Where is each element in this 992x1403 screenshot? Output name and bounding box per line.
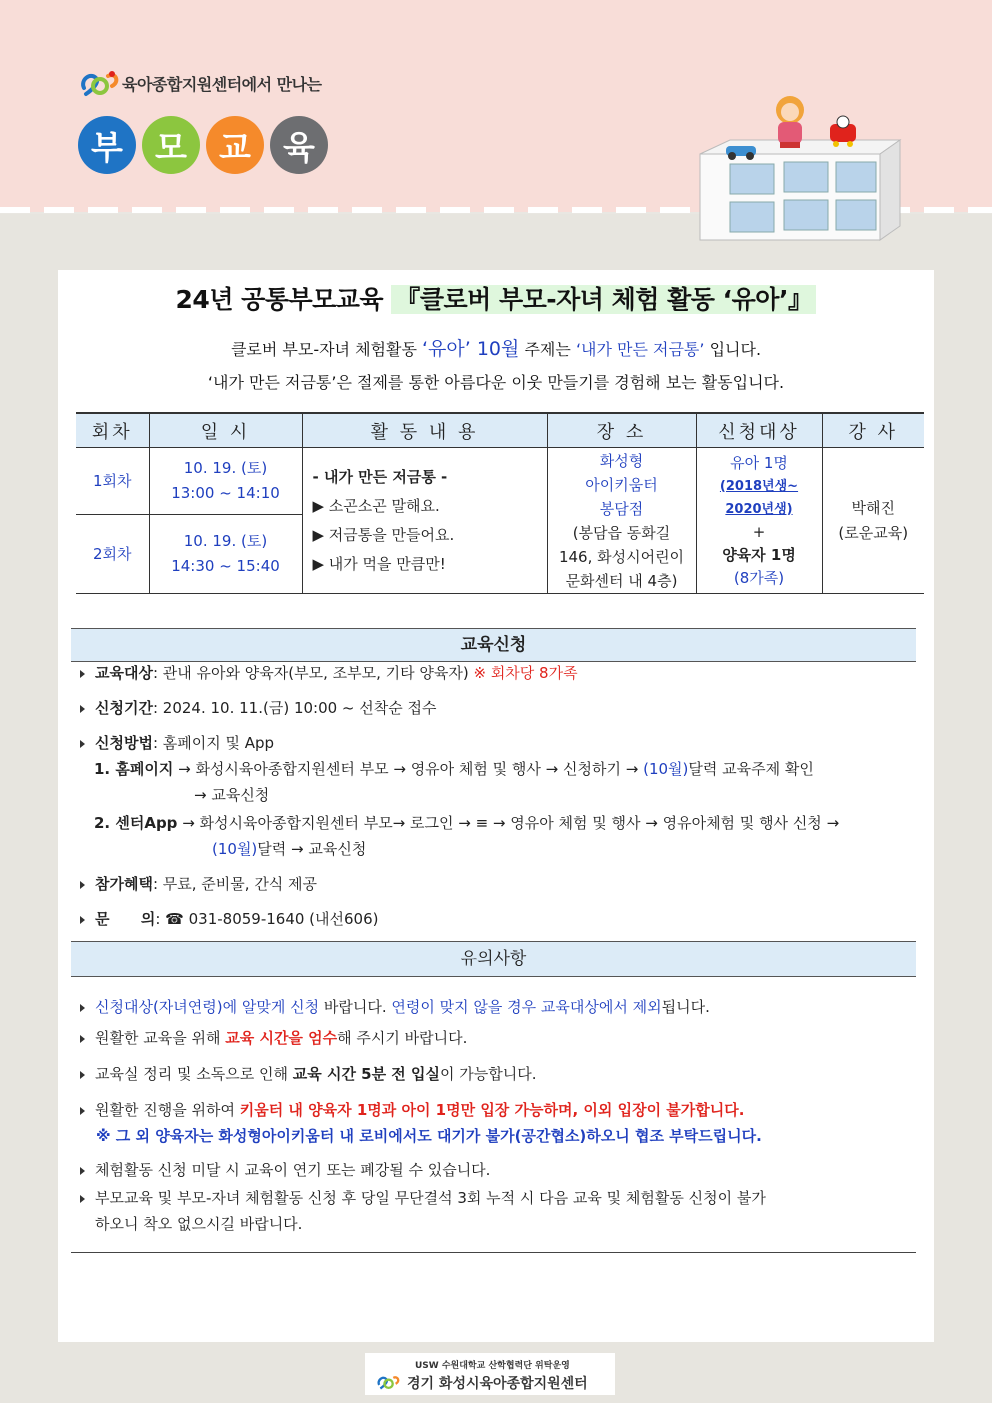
- apply-section-title: 교육신청: [71, 628, 916, 662]
- note-item-4: 원활한 진행을 위하여 키움터 내 양육자 1명과 아이 1명만 입장 가능하며, 이외 입장이 불가합니다.: [80, 1099, 744, 1120]
- eligibility: 유아 1명 (2018년생~ 2020년생) + 양육자 1명 (8가족): [696, 448, 822, 594]
- col-header: 신청대상: [696, 413, 822, 448]
- footer-operator: USW 수원대학교 산학협력단 위탁운영: [415, 1361, 570, 1371]
- col-header: 활 동 내 용: [302, 413, 547, 448]
- footer-logo: [365, 1353, 615, 1395]
- bullet-icon: [80, 916, 85, 924]
- title-bracket-close: 』: [787, 285, 813, 314]
- note-item-5: 체험활동 신청 미달 시 교육이 연기 또는 폐강될 수 있습니다.: [80, 1159, 490, 1180]
- toy-shelf-illustration: [690, 92, 910, 242]
- note-item-6: 부모교육 및 부모-자녀 체험활동 신청 후 당일 무단결석 3회 누적 시 다음 교육 및 체험활동 신청이 불가: [80, 1187, 766, 1208]
- title-bracket-open: 『: [395, 285, 420, 314]
- apply-web-steps: 1. 홈페이지 → 화성시육아종합지원센터 부모 → 영유아 체험 및 행사 → 신청하기 → (10월)달력 교육주제 확인: [94, 760, 814, 778]
- note-item-4-sub: ※ 그 외 양육자는 화성형아이키움터 내 로비에서도 대기가 불가(공간협소)하오니 협조 부탁드립니다.: [96, 1127, 762, 1145]
- bullet-icon: [80, 705, 85, 713]
- intro-line-2: ‘내가 만든 저금통’은 절제를 통한 아름다운 이웃 만들기를 경험해 보는 활동입니다.: [207, 373, 785, 392]
- apply-contact: 문 의: ☎ 031-8059-1640 (내선606): [80, 908, 379, 929]
- bullet-icon: [80, 1004, 85, 1012]
- session-name: 1회차: [76, 448, 149, 515]
- table-header-row: [76, 413, 924, 448]
- header-subtitle: 육아종합지원센터에서 만나는: [122, 74, 322, 94]
- schedule-table: [76, 412, 924, 594]
- bullet-icon: [80, 1167, 85, 1175]
- note-item-3: 교육실 정리 및 소독으로 인해 교육 시간 5분 전 입실이 가능합니다.: [80, 1063, 536, 1084]
- title-circle-4: 육: [270, 116, 328, 174]
- title-circle-2: 모: [142, 116, 200, 174]
- title-prefix: 24년 공통부모교육: [175, 285, 384, 314]
- apply-method: 신청방법: 홈페이지 및 App: [80, 732, 274, 753]
- session-datetime: 10. 19. (토) 14:30 ~ 15:40: [149, 515, 302, 594]
- apply-app-steps: 2. 센터App → 화성시육아종합지원센터 부모→ 로그인 → ≡ → 영유아 체험 및 행사 → 영유아체험 및 행사 신청 →: [94, 814, 840, 832]
- bullet-icon: [80, 670, 85, 678]
- intro-month: ‘유아’ 10월: [422, 338, 520, 360]
- col-header: 장 소: [547, 413, 696, 448]
- program-title-circles: [78, 116, 328, 174]
- col-header: 일 시: [149, 413, 302, 448]
- activity-content: - 내가 만든 저금통 - ▶ 소곤소곤 말해요. ▶ 저금통을 만들어요. ▶ 내가 먹을 만큼만!: [302, 448, 547, 594]
- title-circle-3: 교: [206, 116, 264, 174]
- content-card: [58, 270, 934, 1342]
- col-header: 회차: [76, 413, 149, 448]
- title-circle-1: 부: [78, 116, 136, 174]
- notes-section-title: 유의사항: [71, 941, 916, 977]
- intro-line-1: 클로버 부모-자녀 체험활동 ‘유아’ 10월 주제는 ‘내가 만든 저금통’ 입니다.: [230, 338, 762, 360]
- bullet-icon: [80, 1035, 85, 1043]
- apply-app-steps-cont: (10월)달력 → 교육신청: [212, 840, 367, 858]
- bullet-icon: [80, 1107, 85, 1115]
- bullet-icon: [80, 1195, 85, 1203]
- center-logo-icon: [78, 66, 120, 100]
- title-highlight: [391, 285, 816, 314]
- table-row: [76, 448, 924, 515]
- apply-period: 신청기간: 2024. 10. 11.(금) 10:00 ~ 선착순 접수: [80, 697, 437, 718]
- document-title: [58, 280, 934, 316]
- bullet-icon: [80, 881, 85, 889]
- footer-logo-icon: [370, 1372, 406, 1392]
- notes-bottom-rule: [71, 1252, 916, 1253]
- note-item-1: 신청대상(자녀연령)에 알맞게 신청 바랍니다. 연령이 맞지 않을 경우 교육대상에서 제외됩니다.: [80, 996, 710, 1017]
- bullet-icon: [80, 1071, 85, 1079]
- bullet-icon: [80, 740, 85, 748]
- title-program-name: 클로버 부모-자녀 체험 활동 ‘유아’: [419, 285, 788, 314]
- note-item-2: 원활한 교육을 위해 교육 시간을 엄수해 주시기 바랍니다.: [80, 1027, 467, 1048]
- session-datetime: 10. 19. (토) 13:00 ~ 14:10: [149, 448, 302, 515]
- venue: 화성형 아이키움터 봉담점 (봉담읍 동화길 146, 화성시어린이 문화센터 내 4층): [547, 448, 696, 594]
- session-name: 2회차: [76, 515, 149, 594]
- note-item-6-cont: 하오니 착오 없으시길 바랍니다.: [95, 1215, 303, 1233]
- apply-benefit: 참가혜택: 무료, 준비물, 간식 제공: [80, 873, 317, 894]
- col-header: 강 사: [822, 413, 924, 448]
- apply-target: 교육대상: 관내 유아와 양육자(부모, 조부모, 기타 양육자) ※ 회차당 8가족: [80, 662, 578, 683]
- apply-web-steps-cont: → 교육신청: [194, 786, 270, 804]
- header-logo-row: [78, 66, 322, 100]
- instructor: 박해진 (로운교육): [822, 448, 924, 594]
- footer-center-name: 경기 화성시육아종합지원센터: [407, 1376, 588, 1392]
- intro-theme: ‘내가 만든 저금통’: [575, 340, 705, 359]
